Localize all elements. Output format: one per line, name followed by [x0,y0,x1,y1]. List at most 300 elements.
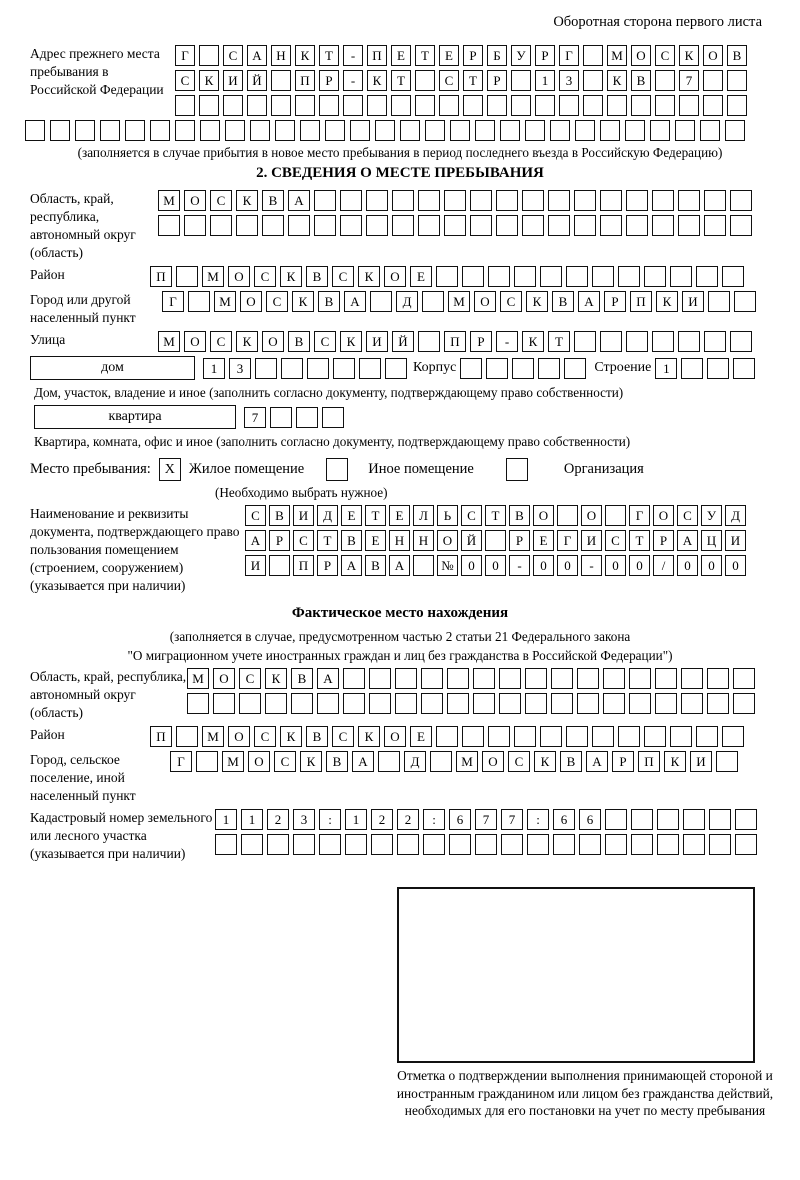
char-cell[interactable] [462,726,484,747]
char-cell[interactable] [271,95,291,116]
char-cell[interactable] [392,215,414,236]
char-cell[interactable] [512,358,534,379]
char-cell[interactable] [175,120,195,141]
char-cell[interactable] [733,668,755,689]
char-cell[interactable]: 7 [501,809,523,830]
char-cell[interactable]: О [653,505,674,526]
char-cell[interactable] [618,266,640,287]
char-cell[interactable] [343,693,365,714]
char-cell[interactable]: П [638,751,660,772]
char-cell[interactable] [679,95,699,116]
char-cell[interactable]: К [358,266,380,287]
char-cell[interactable]: Н [389,530,410,551]
char-cell[interactable]: К [295,45,315,66]
char-cell[interactable]: О [437,530,458,551]
char-cell[interactable]: 7 [475,809,497,830]
char-cell[interactable]: К [656,291,678,312]
char-cell[interactable]: О [384,266,406,287]
char-cell[interactable]: С [332,266,354,287]
char-cell[interactable]: О [184,190,206,211]
char-cell[interactable]: С [605,530,626,551]
char-cell[interactable]: О [228,266,250,287]
char-cell[interactable] [716,751,738,772]
char-cell[interactable] [340,190,362,211]
char-cell[interactable]: М [214,291,236,312]
char-cell[interactable] [470,215,492,236]
char-cell[interactable]: П [150,266,172,287]
char-cell[interactable] [522,190,544,211]
apartment-type-box[interactable]: квартира [34,405,236,429]
char-cell[interactable] [291,693,313,714]
char-cell[interactable]: П [367,45,387,66]
char-cell[interactable] [439,95,459,116]
char-cell[interactable] [722,266,744,287]
char-cell[interactable] [343,95,363,116]
char-cell[interactable] [50,120,70,141]
char-cell[interactable] [500,120,520,141]
char-cell[interactable] [733,693,755,714]
char-cell[interactable]: 1 [241,809,263,830]
char-cell[interactable] [703,95,723,116]
char-cell[interactable]: О [384,726,406,747]
char-cell[interactable] [540,726,562,747]
char-cell[interactable]: П [150,726,172,747]
char-cell[interactable]: В [552,291,574,312]
char-cell[interactable] [421,693,443,714]
char-cell[interactable]: С [293,530,314,551]
char-cell[interactable] [255,358,277,379]
char-cell[interactable]: Г [557,530,578,551]
char-cell[interactable] [262,215,284,236]
char-cell[interactable] [727,70,747,91]
char-cell[interactable] [267,834,289,855]
char-cell[interactable] [499,668,521,689]
char-cell[interactable] [577,668,599,689]
char-cell[interactable] [196,751,218,772]
char-cell[interactable] [444,190,466,211]
char-cell[interactable] [566,266,588,287]
char-cell[interactable] [644,266,666,287]
char-cell[interactable]: - [343,70,363,91]
char-cell[interactable]: К [292,291,314,312]
char-cell[interactable]: 1 [203,358,225,379]
char-cell[interactable] [418,215,440,236]
char-cell[interactable] [678,190,700,211]
char-cell[interactable] [421,668,443,689]
char-cell[interactable]: А [247,45,267,66]
char-cell[interactable] [333,358,355,379]
char-cell[interactable] [447,668,469,689]
char-cell[interactable] [626,331,648,352]
char-cell[interactable]: 1 [655,358,677,379]
char-cell[interactable] [158,215,180,236]
char-cell[interactable] [577,693,599,714]
char-cell[interactable]: В [318,291,340,312]
char-cell[interactable] [487,95,507,116]
char-cell[interactable] [574,190,596,211]
char-cell[interactable]: Л [413,505,434,526]
char-cell[interactable] [603,668,625,689]
char-cell[interactable] [670,266,692,287]
char-cell[interactable] [359,358,381,379]
char-cell[interactable] [681,693,703,714]
char-cell[interactable] [176,266,198,287]
char-cell[interactable]: П [444,331,466,352]
char-cell[interactable] [385,358,407,379]
char-cell[interactable]: 6 [579,809,601,830]
char-cell[interactable]: С [254,266,276,287]
char-cell[interactable]: Д [725,505,746,526]
char-cell[interactable]: А [341,555,362,576]
char-cell[interactable]: Т [317,530,338,551]
char-cell[interactable]: И [293,505,314,526]
char-cell[interactable]: С [239,668,261,689]
char-cell[interactable] [722,726,744,747]
char-cell[interactable] [375,120,395,141]
char-cell[interactable] [449,834,471,855]
char-cell[interactable] [247,95,267,116]
char-cell[interactable]: В [341,530,362,551]
char-cell[interactable]: К [280,266,302,287]
char-cell[interactable] [681,668,703,689]
char-cell[interactable]: М [448,291,470,312]
char-cell[interactable] [730,215,752,236]
char-cell[interactable] [415,95,435,116]
char-cell[interactable]: В [291,668,313,689]
char-cell[interactable]: Н [271,45,291,66]
char-cell[interactable]: И [682,291,704,312]
char-cell[interactable] [631,95,651,116]
char-cell[interactable]: М [202,266,224,287]
char-cell[interactable] [200,120,220,141]
char-cell[interactable]: О [533,505,554,526]
char-cell[interactable]: Е [365,530,386,551]
char-cell[interactable]: Г [559,45,579,66]
char-cell[interactable]: - [509,555,530,576]
char-cell[interactable] [269,555,290,576]
char-cell[interactable] [709,809,731,830]
char-cell[interactable]: 0 [605,555,626,576]
char-cell[interactable] [236,215,258,236]
char-cell[interactable]: Р [653,530,674,551]
char-cell[interactable]: / [653,555,674,576]
char-cell[interactable]: И [725,530,746,551]
char-cell[interactable]: А [245,530,266,551]
char-cell[interactable]: 0 [461,555,482,576]
char-cell[interactable] [626,215,648,236]
char-cell[interactable] [499,693,521,714]
char-cell[interactable]: У [511,45,531,66]
char-cell[interactable] [583,95,603,116]
char-cell[interactable] [551,693,573,714]
char-cell[interactable]: К [664,751,686,772]
char-cell[interactable] [125,120,145,141]
char-cell[interactable]: С [274,751,296,772]
char-cell[interactable] [366,215,388,236]
char-cell[interactable] [475,834,497,855]
char-cell[interactable]: Е [341,505,362,526]
char-cell[interactable] [605,834,627,855]
char-cell[interactable] [436,266,458,287]
char-cell[interactable]: 0 [677,555,698,576]
char-cell[interactable]: М [202,726,224,747]
char-cell[interactable]: К [534,751,556,772]
char-cell[interactable] [540,266,562,287]
char-cell[interactable] [548,215,570,236]
char-cell[interactable] [271,70,291,91]
char-cell[interactable] [460,358,482,379]
char-cell[interactable]: В [631,70,651,91]
char-cell[interactable] [450,120,470,141]
char-cell[interactable] [215,834,237,855]
char-cell[interactable] [670,726,692,747]
char-cell[interactable] [239,693,261,714]
char-cell[interactable] [550,120,570,141]
char-cell[interactable]: Т [365,505,386,526]
checkbox-organization[interactable] [506,458,528,481]
char-cell[interactable]: О [703,45,723,66]
char-cell[interactable] [707,668,729,689]
char-cell[interactable]: 6 [553,809,575,830]
char-cell[interactable]: Й [461,530,482,551]
char-cell[interactable] [210,215,232,236]
char-cell[interactable] [176,726,198,747]
char-cell[interactable]: С [314,331,336,352]
char-cell[interactable]: Д [317,505,338,526]
char-cell[interactable] [225,120,245,141]
char-cell[interactable]: И [223,70,243,91]
char-cell[interactable] [683,834,705,855]
char-cell[interactable]: Р [470,331,492,352]
char-cell[interactable] [371,834,393,855]
char-cell[interactable]: В [727,45,747,66]
char-cell[interactable] [566,726,588,747]
char-cell[interactable] [366,190,388,211]
char-cell[interactable] [703,70,723,91]
char-cell[interactable]: С [223,45,243,66]
char-cell[interactable] [370,291,392,312]
char-cell[interactable] [501,834,523,855]
char-cell[interactable] [447,693,469,714]
char-cell[interactable] [551,668,573,689]
char-cell[interactable]: В [306,266,328,287]
char-cell[interactable] [538,358,560,379]
char-cell[interactable] [652,190,674,211]
char-cell[interactable]: 1 [535,70,555,91]
char-cell[interactable] [300,120,320,141]
char-cell[interactable]: : [527,809,549,830]
char-cell[interactable]: М [187,668,209,689]
char-cell[interactable] [485,530,506,551]
char-cell[interactable]: А [677,530,698,551]
char-cell[interactable] [423,834,445,855]
char-cell[interactable] [475,120,495,141]
char-cell[interactable]: П [295,70,315,91]
char-cell[interactable] [397,834,419,855]
char-cell[interactable]: О [262,331,284,352]
char-cell[interactable] [734,291,756,312]
char-cell[interactable]: Д [404,751,426,772]
char-cell[interactable] [350,120,370,141]
char-cell[interactable]: Й [392,331,414,352]
char-cell[interactable]: П [293,555,314,576]
checkbox-other-premises[interactable] [326,458,348,481]
char-cell[interactable] [592,726,614,747]
char-cell[interactable] [605,809,627,830]
char-cell[interactable] [325,120,345,141]
char-cell[interactable]: С [500,291,522,312]
char-cell[interactable]: Е [389,505,410,526]
char-cell[interactable] [583,45,603,66]
char-cell[interactable]: 1 [215,809,237,830]
char-cell[interactable] [319,95,339,116]
char-cell[interactable] [345,834,367,855]
char-cell[interactable] [574,215,596,236]
char-cell[interactable]: К [526,291,548,312]
checkbox-residential[interactable]: X [159,458,181,481]
char-cell[interactable]: В [269,505,290,526]
char-cell[interactable]: Т [485,505,506,526]
char-cell[interactable] [683,809,705,830]
char-cell[interactable]: 6 [449,809,471,830]
char-cell[interactable]: О [631,45,651,66]
char-cell[interactable] [525,693,547,714]
char-cell[interactable] [678,331,700,352]
char-cell[interactable] [296,407,318,428]
char-cell[interactable]: Р [269,530,290,551]
char-cell[interactable] [579,834,601,855]
char-cell[interactable] [735,834,757,855]
char-cell[interactable] [535,95,555,116]
char-cell[interactable]: Ь [437,505,458,526]
char-cell[interactable]: В [365,555,386,576]
char-cell[interactable]: В [560,751,582,772]
char-cell[interactable]: Т [391,70,411,91]
char-cell[interactable]: 7 [679,70,699,91]
char-cell[interactable] [629,693,651,714]
char-cell[interactable] [603,693,625,714]
char-cell[interactable]: Р [463,45,483,66]
char-cell[interactable] [525,120,545,141]
char-cell[interactable]: К [300,751,322,772]
char-cell[interactable] [725,120,745,141]
char-cell[interactable]: Р [604,291,626,312]
char-cell[interactable]: О [213,668,235,689]
char-cell[interactable] [367,95,387,116]
char-cell[interactable]: 3 [559,70,579,91]
char-cell[interactable]: С [461,505,482,526]
char-cell[interactable]: С [677,505,698,526]
char-cell[interactable]: Р [612,751,634,772]
char-cell[interactable]: 0 [557,555,578,576]
char-cell[interactable]: С [655,45,675,66]
char-cell[interactable]: № [437,555,458,576]
char-cell[interactable] [700,120,720,141]
char-cell[interactable]: Г [170,751,192,772]
char-cell[interactable]: Г [162,291,184,312]
char-cell[interactable] [704,331,726,352]
char-cell[interactable]: 0 [701,555,722,576]
char-cell[interactable]: Е [391,45,411,66]
char-cell[interactable]: К [236,331,258,352]
char-cell[interactable]: 3 [229,358,251,379]
char-cell[interactable] [295,95,315,116]
char-cell[interactable]: О [581,505,602,526]
char-cell[interactable]: И [581,530,602,551]
char-cell[interactable] [600,215,622,236]
char-cell[interactable] [270,407,292,428]
char-cell[interactable]: 0 [485,555,506,576]
char-cell[interactable]: В [306,726,328,747]
house-type-box[interactable]: дом [30,356,195,380]
char-cell[interactable] [340,215,362,236]
char-cell[interactable]: М [607,45,627,66]
char-cell[interactable]: : [423,809,445,830]
char-cell[interactable]: И [690,751,712,772]
char-cell[interactable] [213,693,235,714]
char-cell[interactable]: О [474,291,496,312]
char-cell[interactable] [369,693,391,714]
char-cell[interactable] [369,668,391,689]
char-cell[interactable]: К [607,70,627,91]
char-cell[interactable] [184,215,206,236]
char-cell[interactable]: Ц [701,530,722,551]
char-cell[interactable] [696,726,718,747]
char-cell[interactable] [378,751,400,772]
char-cell[interactable]: В [288,331,310,352]
char-cell[interactable] [496,190,518,211]
char-cell[interactable] [707,358,729,379]
char-cell[interactable] [314,190,336,211]
char-cell[interactable]: К [522,331,544,352]
char-cell[interactable] [709,834,731,855]
char-cell[interactable]: С [245,505,266,526]
char-cell[interactable]: В [262,190,284,211]
char-cell[interactable] [463,95,483,116]
char-cell[interactable]: - [581,555,602,576]
char-cell[interactable] [241,834,263,855]
char-cell[interactable] [553,834,575,855]
char-cell[interactable] [199,95,219,116]
char-cell[interactable] [730,190,752,211]
char-cell[interactable]: : [319,809,341,830]
char-cell[interactable] [600,120,620,141]
char-cell[interactable] [696,266,718,287]
char-cell[interactable] [707,693,729,714]
char-cell[interactable] [415,70,435,91]
char-cell[interactable] [293,834,315,855]
char-cell[interactable] [631,834,653,855]
char-cell[interactable]: С [508,751,530,772]
char-cell[interactable] [655,95,675,116]
char-cell[interactable] [655,693,677,714]
char-cell[interactable] [444,215,466,236]
char-cell[interactable] [514,726,536,747]
char-cell[interactable] [319,834,341,855]
char-cell[interactable]: 3 [293,809,315,830]
char-cell[interactable] [514,266,536,287]
char-cell[interactable]: Н [413,530,434,551]
char-cell[interactable]: У [701,505,722,526]
char-cell[interactable] [395,668,417,689]
char-cell[interactable]: С [210,331,232,352]
char-cell[interactable]: С [210,190,232,211]
char-cell[interactable] [418,331,440,352]
char-cell[interactable]: П [630,291,652,312]
char-cell[interactable]: Р [319,70,339,91]
char-cell[interactable]: Р [535,45,555,66]
char-cell[interactable]: А [578,291,600,312]
